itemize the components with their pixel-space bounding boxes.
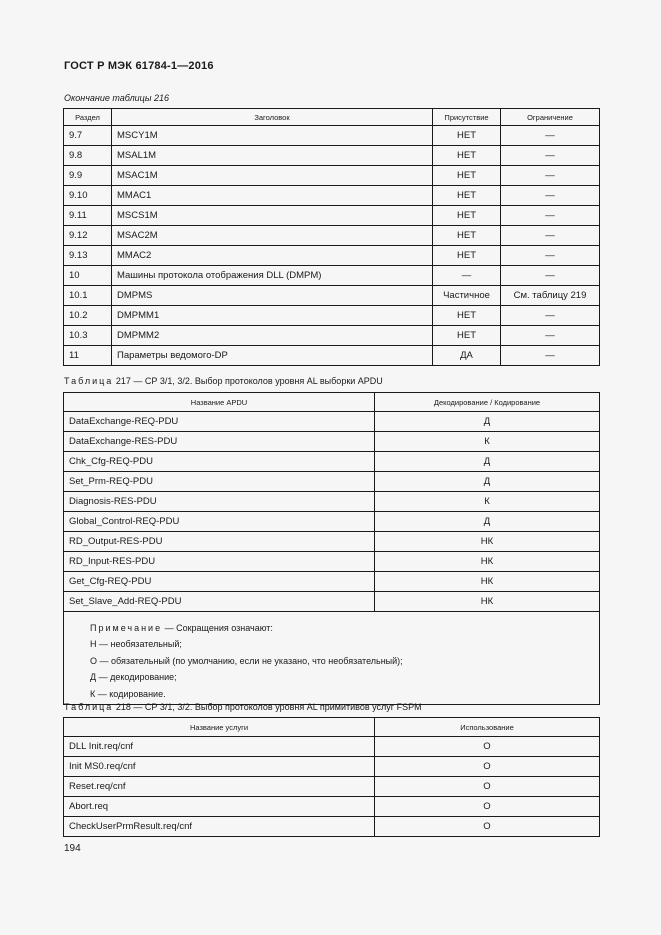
table-row xyxy=(64,306,600,326)
table-cell: НЕТ xyxy=(433,186,501,206)
column-header-constraint: Ограничение xyxy=(501,109,600,126)
table-218-caption xyxy=(64,702,422,712)
table-cell: DMPMS xyxy=(112,286,433,306)
table-cell: НК xyxy=(375,592,600,612)
table-cell: MMAC1 xyxy=(112,186,433,206)
table-cell: НЕТ xyxy=(433,126,501,146)
note-line: Н — необязательный; xyxy=(90,639,182,650)
table-row xyxy=(64,266,600,286)
table-cell: Параметры ведомого-DP xyxy=(112,346,433,366)
note-line: Д — декодирование; xyxy=(90,672,177,683)
note-line: О — обязательный (по умолчанию, если не указано, что необязательный); xyxy=(90,655,403,666)
table-cell: 9.9 xyxy=(64,166,112,186)
table-cell: 10.3 xyxy=(64,326,112,346)
table-cell: — xyxy=(433,266,501,286)
table-cell: 9.11 xyxy=(64,206,112,226)
table-cell: Init MS0.req/cnf xyxy=(64,757,375,777)
table-cell: НК xyxy=(375,552,600,572)
table-cell: 9.13 xyxy=(64,246,112,266)
table-row xyxy=(64,246,600,266)
column-header-presence: Присутствие xyxy=(433,109,501,126)
table-cell: Chk_Cfg-REQ-PDU xyxy=(64,452,375,472)
note-intro: — Сокращения означают: xyxy=(162,623,273,633)
table-cell: 9.7 xyxy=(64,126,112,146)
column-header-apdu-name: Название APDU xyxy=(64,393,375,412)
table-cell: 11 xyxy=(64,346,112,366)
table-cell: MSAC1M xyxy=(112,166,433,186)
table-cell: НЕТ xyxy=(433,326,501,346)
table-cell: — xyxy=(501,326,600,346)
column-header-decoding-encoding: Декодирование / Кодирование xyxy=(375,393,600,412)
table-cell: ДА xyxy=(433,346,501,366)
table-cell: 9.12 xyxy=(64,226,112,246)
table-row xyxy=(64,432,600,452)
table-cell: О xyxy=(375,777,600,797)
table-cell: — xyxy=(501,346,600,366)
note-line: К — кодирование. xyxy=(90,688,166,699)
table-cell: — xyxy=(501,206,600,226)
column-header-title: Заголовок xyxy=(112,109,433,126)
note-label: Примечание xyxy=(90,623,163,633)
table-row xyxy=(64,532,600,552)
table-cell: — xyxy=(501,186,600,206)
table-cell: Д xyxy=(375,412,600,432)
table-cell: Д xyxy=(375,512,600,532)
table-cell: НК xyxy=(375,572,600,592)
table-row xyxy=(64,346,600,366)
table-cell: К xyxy=(375,432,600,452)
table-cell: НК xyxy=(375,532,600,552)
table-row xyxy=(64,146,600,166)
table-cell: DataExchange-REQ-PDU xyxy=(64,412,375,432)
table-row xyxy=(64,552,600,572)
table-cell: Д xyxy=(375,472,600,492)
table-row xyxy=(64,797,600,817)
column-header-section: Раздел xyxy=(64,109,112,126)
table-row xyxy=(64,492,600,512)
column-header-service-name: Название услуги xyxy=(64,718,375,737)
table-row xyxy=(64,592,600,612)
note-intro-line xyxy=(90,620,594,636)
table-218-caption-label: Таблица xyxy=(64,702,114,712)
table-row xyxy=(64,512,600,532)
table-217-note-row xyxy=(64,612,600,705)
table-cell: О xyxy=(375,797,600,817)
table-cell: Global_Control-REQ-PDU xyxy=(64,512,375,532)
table-cell: НЕТ xyxy=(433,306,501,326)
table-cell: НЕТ xyxy=(433,166,501,186)
table-cell: НЕТ xyxy=(433,246,501,266)
table-218-header-row xyxy=(64,718,600,737)
table-cell: RD_Input-RES-PDU xyxy=(64,552,375,572)
table-216-caption: Окончание таблицы 216 xyxy=(64,93,169,103)
table-row xyxy=(64,126,600,146)
table-cell: См. таблицу 219 xyxy=(501,286,600,306)
table-cell: DMPMM2 xyxy=(112,326,433,346)
table-217-caption-label: Таблица xyxy=(64,376,114,386)
table-cell: Reset.req/cnf xyxy=(64,777,375,797)
table-cell: НЕТ xyxy=(433,226,501,246)
table-cell: — xyxy=(501,126,600,146)
table-cell: MSCS1M xyxy=(112,206,433,226)
table-row xyxy=(64,206,600,226)
table-cell: Abort.req xyxy=(64,797,375,817)
table-217 xyxy=(63,392,600,705)
table-cell: НЕТ xyxy=(433,146,501,166)
table-cell: — xyxy=(501,226,600,246)
table-cell: О xyxy=(375,737,600,757)
table-218-caption-text: 218 — СР 3/1, 3/2. Выбор протоколов уровня AL примитивов услуг FSPM xyxy=(115,702,422,712)
table-cell: 10 xyxy=(64,266,112,286)
table-217-body xyxy=(64,412,600,612)
table-cell: — xyxy=(501,306,600,326)
table-cell: DMPMM1 xyxy=(112,306,433,326)
table-216-header-row xyxy=(64,109,600,126)
table-218-body xyxy=(64,737,600,837)
table-217-note xyxy=(64,612,600,705)
table-cell: Д xyxy=(375,452,600,472)
table-cell: НЕТ xyxy=(433,206,501,226)
table-cell: — xyxy=(501,166,600,186)
table-row xyxy=(64,737,600,757)
table-cell: MSAC2M xyxy=(112,226,433,246)
table-row xyxy=(64,286,600,306)
table-cell: DLL Init.req/cnf xyxy=(64,737,375,757)
table-row xyxy=(64,186,600,206)
page-number: 194 xyxy=(64,843,81,854)
table-cell: 9.8 xyxy=(64,146,112,166)
table-cell: Diagnosis-RES-PDU xyxy=(64,492,375,512)
table-cell: RD_Output-RES-PDU xyxy=(64,532,375,552)
table-cell: — xyxy=(501,266,600,286)
table-218 xyxy=(63,717,600,837)
table-cell: 9.10 xyxy=(64,186,112,206)
column-header-usage: Использование xyxy=(375,718,600,737)
table-216 xyxy=(63,108,600,366)
table-row xyxy=(64,472,600,492)
table-row xyxy=(64,452,600,472)
table-row xyxy=(64,412,600,432)
table-cell: MSAL1M xyxy=(112,146,433,166)
table-row xyxy=(64,226,600,246)
table-216-body xyxy=(64,126,600,366)
document-header: ГОСТ Р МЭК 61784-1—2016 xyxy=(64,60,214,72)
table-cell: DataExchange-RES-PDU xyxy=(64,432,375,452)
table-cell: CheckUserPrmResult.req/cnf xyxy=(64,817,375,837)
table-217-caption-text: 217 — СР 3/1, 3/2. Выбор протоколов уровня AL выборки APDU xyxy=(115,376,383,386)
table-cell: — xyxy=(501,246,600,266)
table-cell: О xyxy=(375,817,600,837)
table-217-header-row xyxy=(64,393,600,412)
table-217-caption xyxy=(64,376,383,386)
table-cell: — xyxy=(501,146,600,166)
table-cell: MMAC2 xyxy=(112,246,433,266)
table-row xyxy=(64,326,600,346)
table-cell: Get_Cfg-REQ-PDU xyxy=(64,572,375,592)
table-row xyxy=(64,777,600,797)
table-cell: Частичное xyxy=(433,286,501,306)
table-cell: MSCY1M xyxy=(112,126,433,146)
table-cell: Машины протокола отображения DLL (DMPM) xyxy=(112,266,433,286)
table-cell: Set_Slave_Add-REQ-PDU xyxy=(64,592,375,612)
table-cell: К xyxy=(375,492,600,512)
table-cell: О xyxy=(375,757,600,777)
table-cell: Set_Prm-REQ-PDU xyxy=(64,472,375,492)
table-row xyxy=(64,817,600,837)
table-row xyxy=(64,757,600,777)
table-row xyxy=(64,166,600,186)
table-cell: 10.2 xyxy=(64,306,112,326)
table-row xyxy=(64,572,600,592)
table-cell: 10.1 xyxy=(64,286,112,306)
